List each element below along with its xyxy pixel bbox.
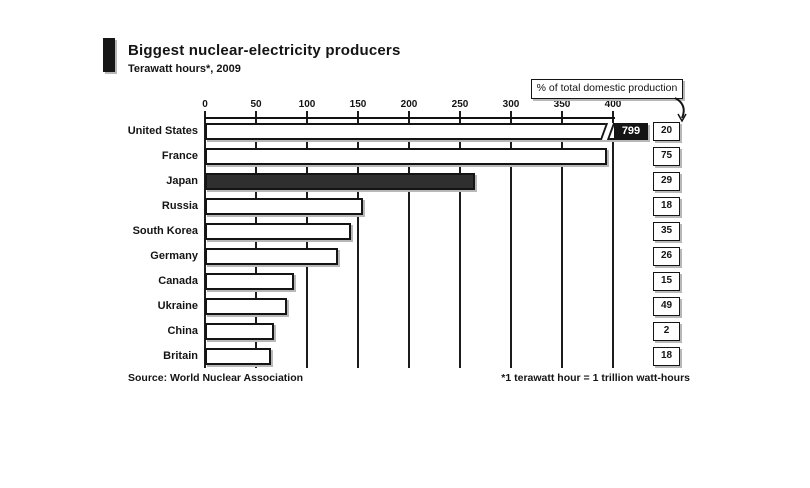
value-bar (205, 348, 271, 365)
axis-tick-label: 400 (604, 99, 622, 110)
pct-box: 2 (653, 322, 680, 341)
category-label: United States (127, 125, 198, 137)
footnote: *1 terawatt hour = 1 trillion watt-hours (501, 372, 690, 384)
pct-box: 15 (653, 272, 680, 291)
value-bar (205, 198, 363, 215)
value-bar (205, 298, 287, 315)
pct-box: 49 (653, 297, 680, 316)
axis-tick-label: 150 (349, 99, 367, 110)
axis-tick-label: 0 (202, 99, 208, 110)
source-note: Source: World Nuclear Association (128, 372, 304, 384)
category-label: Ukraine (157, 300, 198, 312)
gridline (612, 118, 614, 368)
axis-tick-label: 50 (250, 99, 262, 110)
value-bar (205, 323, 274, 340)
bar-break-icon (600, 123, 615, 140)
chart-subtitle: Terawatt hours*, 2009 (128, 63, 241, 75)
axis-tick-label: 200 (400, 99, 418, 110)
pct-box: 35 (653, 222, 680, 241)
pct-box: 26 (653, 247, 680, 266)
axis-tick-label: 100 (298, 99, 316, 110)
category-label: Germany (150, 250, 198, 262)
value-bar (205, 273, 294, 290)
category-label: France (161, 150, 198, 162)
pct-box: 18 (653, 197, 680, 216)
pct-box: 18 (653, 347, 680, 366)
x-axis-line (205, 117, 615, 120)
category-label: Canada (158, 275, 198, 287)
axis-tick-label: 350 (553, 99, 571, 110)
category-label: South Korea (132, 225, 198, 237)
value-bar (205, 248, 338, 265)
pct-box: 75 (653, 147, 680, 166)
chart-title: Biggest nuclear-electricity producers (128, 42, 401, 59)
bar-overflow-value: 799 (614, 123, 648, 140)
value-bar (205, 123, 648, 140)
callout-arrow-icon (672, 97, 692, 123)
pct-box: 20 (653, 122, 680, 141)
category-label: Britain (163, 350, 198, 362)
category-label: Japan (166, 175, 198, 187)
value-bar (205, 223, 351, 240)
value-bar (205, 148, 607, 165)
category-label: Russia (161, 200, 198, 212)
pct-box: 29 (653, 172, 680, 191)
axis-tick-label: 300 (502, 99, 520, 110)
value-bar (205, 173, 475, 190)
callout-label: % of total domestic production (531, 79, 683, 99)
axis-tick-label: 250 (451, 99, 469, 110)
category-label: China (167, 325, 198, 337)
